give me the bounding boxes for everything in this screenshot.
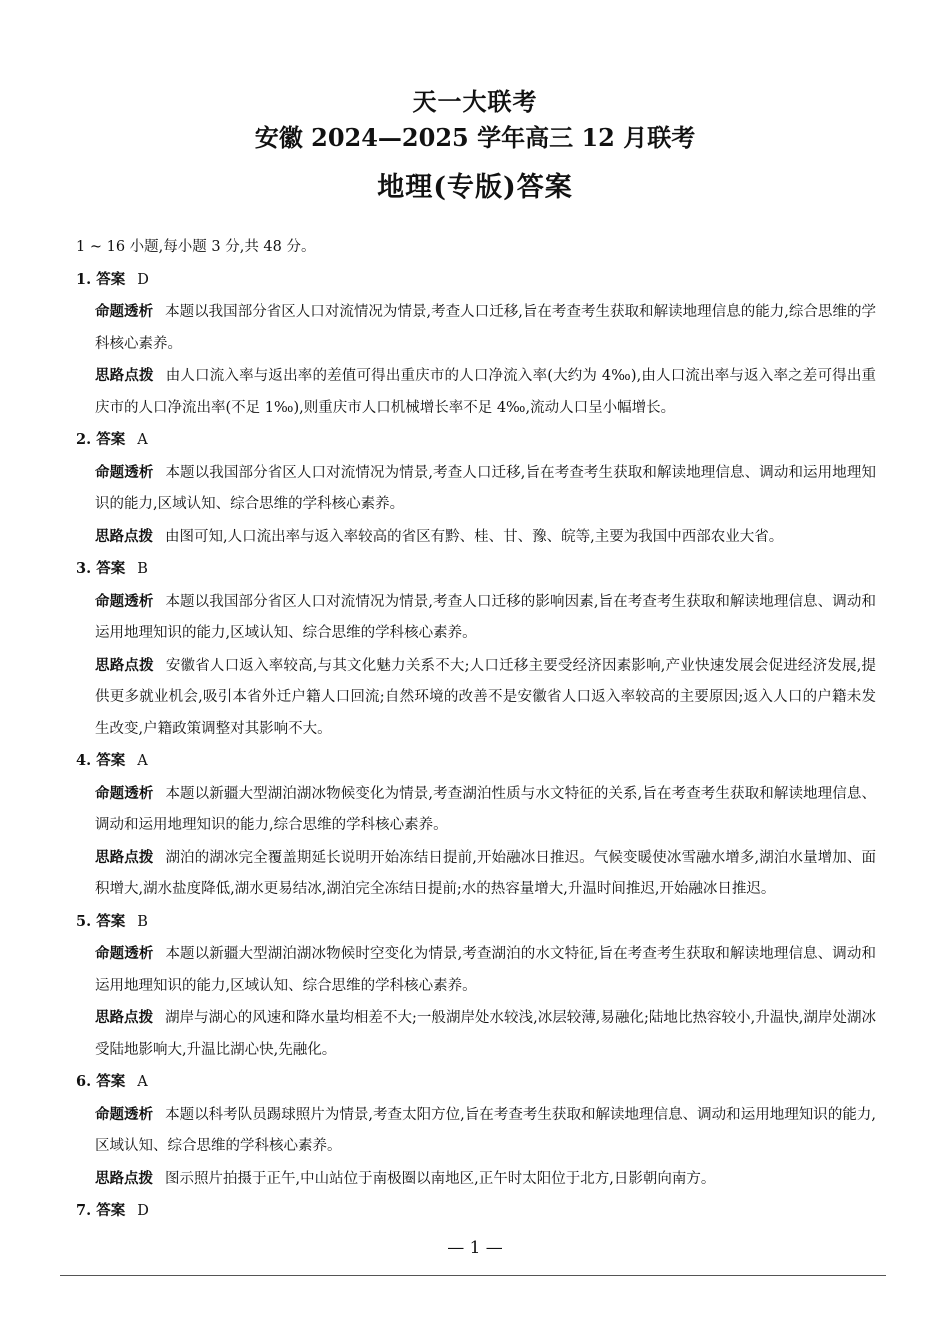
answer-value: D (137, 1203, 149, 1219)
page-number: — 1 — (447, 1238, 503, 1258)
question-header (76, 906, 876, 939)
question-number: 4. (76, 752, 92, 769)
idea-block (95, 1163, 876, 1196)
answer-value: A (137, 753, 148, 769)
section-intro: 1 ~ 16 小题,每小题 3 分,共 48 分。 (76, 239, 316, 255)
analysis-label: 命题透析 (95, 303, 154, 320)
idea-block (95, 1002, 876, 1066)
analysis-text: 本题以新疆大型湖泊湖冰物候变化为情景,考查湖泊性质与水文特征的关系,旨在考查考生获取和解读地理信息、调动和运用地理知识的能力,综合思维的学科核心素养。 (95, 785, 876, 833)
idea-label: 思路点拨 (95, 848, 154, 866)
answer-value: A (137, 1074, 148, 1090)
answer-value: B (137, 913, 148, 930)
analysis-block (95, 457, 876, 521)
analysis-label: 命题透析 (95, 592, 154, 610)
idea-text: 湖泊的湖冰完全覆盖期延长说明开始冻结日提前,开始融冰日推迟。气候变暖使冰雪融水增多,湖泊水量增加、面积增大,湖水盐度降低,湖水更易结冰,湖泊完全冻结日提前;水的热容量增大,升温时间推迟,开始融冰日推迟。 (95, 849, 876, 897)
answer-value: A (137, 432, 148, 448)
answer-label: 答案 (96, 270, 126, 288)
idea-text: 安徽省人口返入率较高,与其文化魅力关系不大;人口迁移主要受经济因素影响,产业快速发展会促进经济发展,提供更多就业机会,吸引本省外迁户籍人口回流;自然环境的改善不是安徽省人口返入率较高的主要原因;返入人口的户籍未发生改变,户籍政策调整对其影响不大。 (95, 657, 877, 737)
page-title: 地理(专版)答案 (377, 172, 573, 203)
question-number: 6. (76, 1073, 92, 1090)
analysis-label: 命题透析 (95, 945, 154, 962)
analysis-label: 命题透析 (95, 463, 154, 481)
analysis-label: 命题透析 (95, 784, 154, 802)
document-header (0, 86, 950, 206)
question-6 (76, 1066, 876, 1195)
answer-label: 答案 (96, 560, 126, 577)
question-4 (76, 745, 876, 906)
answer-label: 答案 (96, 912, 126, 930)
question-3 (76, 553, 876, 745)
analysis-block (95, 778, 876, 842)
analysis-block (95, 586, 876, 650)
analysis-text: 本题以我国部分省区人口对流情况为情景,考查人口迁移的影响因素,旨在考查考生获取和解读地理信息、调动和运用地理知识的能力,区域认知、综合思维的学科核心素养。 (95, 593, 876, 641)
answer-content (76, 232, 876, 1228)
analysis-block (95, 296, 876, 360)
footer-divider (60, 1275, 886, 1276)
question-number: 3. (76, 560, 92, 577)
question-header (76, 745, 876, 778)
question-number: 5. (76, 912, 92, 930)
idea-block (95, 521, 876, 554)
question-2 (76, 424, 876, 553)
idea-text: 图示照片拍摄于正午,中山站位于南极圈以南地区,正午时太阳位于北方,日影朝向南方。 (165, 1170, 716, 1187)
question-header (76, 1195, 876, 1228)
idea-block (95, 360, 876, 424)
analysis-block (95, 938, 876, 1002)
question-header (76, 553, 876, 586)
idea-text: 湖岸与湖心的风速和降水量均相差不大;一般湖岸处水较浅,冰层较薄,易融化;陆地比热容较小,升温快,湖岸处湖冰受陆地影响大,升温比湖心快,先融化。 (95, 1010, 877, 1058)
answer-label: 答案 (96, 1073, 126, 1090)
answer-label: 答案 (96, 752, 126, 769)
question-header (76, 1066, 876, 1099)
idea-text: 由人口流入率与返出率的差值可得出重庆市的人口净流入率(大约为 4‰),由人口流出率与返入率之差可得出重庆市的人口净流出率(不足 1‰),则重庆市人口机械增长率不足 4‰,流动人口呈小幅增长。 (95, 368, 876, 416)
answer-value: B (137, 561, 148, 577)
question-7 (76, 1195, 876, 1228)
analysis-text: 本题以我国部分省区人口对流情况为情景,考查人口迁移,旨在考查考生获取和解读地理信息的能力,综合思维的学科核心素养。 (95, 304, 877, 352)
question-header (76, 264, 876, 297)
answer-label: 答案 (96, 1202, 126, 1219)
exam-name: 安徽 2024—2025 学年高三 12 月联考 (254, 123, 696, 152)
question-number: 2. (76, 431, 92, 448)
idea-label: 思路点拨 (95, 1009, 154, 1026)
idea-text: 由图可知,人口流出率与返入率较高的省区有黔、桂、甘、豫、皖等,主要为我国中西部农业大省。 (165, 528, 784, 545)
question-5 (76, 906, 876, 1067)
analysis-text: 本题以我国部分省区人口对流情况为情景,考查人口迁移,旨在考查考生获取和解读地理信息、调动和运用地理知识的能力,区域认知、综合思维的学科核心素养。 (95, 464, 876, 512)
question-number: 7. (76, 1202, 92, 1219)
question-1 (76, 264, 876, 425)
idea-label: 思路点拨 (95, 1169, 153, 1187)
idea-label: 思路点拨 (95, 367, 154, 384)
analysis-text: 本题以新疆大型湖泊湖冰物候时空变化为情景,考查湖泊的水文特征,旨在考查考生获取和解读地理信息、调动和运用地理知识的能力,区域认知、综合思维的学科核心素养。 (95, 946, 876, 994)
idea-label: 思路点拨 (95, 527, 153, 545)
exam-brand: 天一大联考 (412, 87, 538, 116)
answer-value: D (137, 271, 149, 288)
analysis-label: 命题透析 (95, 1105, 154, 1123)
analysis-text: 本题以科考队员踢球照片为情景,考查太阳方位,旨在考查考生获取和解读地理信息、调动和运用地理知识的能力,区域认知、综合思维的学科核心素养。 (95, 1106, 877, 1154)
answer-label: 答案 (96, 431, 126, 448)
idea-block (95, 842, 876, 906)
question-header (76, 424, 876, 457)
analysis-block (95, 1099, 876, 1163)
idea-block (95, 650, 876, 746)
idea-label: 思路点拨 (95, 656, 154, 674)
question-number: 1. (76, 270, 92, 288)
